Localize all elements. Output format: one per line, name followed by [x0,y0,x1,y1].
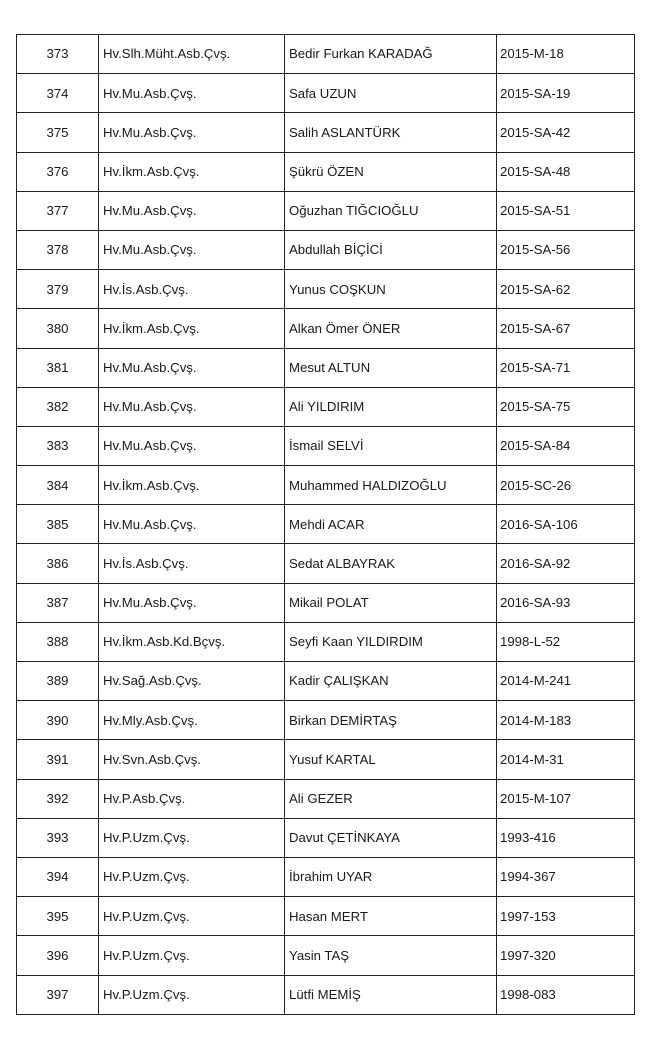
registry-number-cell: 2015-SA-48 [497,152,635,191]
row-number-cell: 375 [17,113,99,152]
person-name-cell: Yasin TAŞ [285,936,497,975]
person-name-cell: İsmail SELVİ [285,426,497,465]
row-number-cell: 379 [17,270,99,309]
table-row [17,113,635,152]
table-row [17,466,635,505]
rank-cell: Hv.İs.Asb.Çvş. [99,544,285,583]
row-number-cell: 393 [17,818,99,857]
registry-number-cell: 1998-L-52 [497,622,635,661]
row-number-cell: 378 [17,230,99,269]
registry-number-cell: 2014-M-241 [497,662,635,701]
person-name-cell: Birkan DEMİRTAŞ [285,701,497,740]
rank-cell: Hv.İkm.Asb.Çvş. [99,152,285,191]
person-name-cell: Mikail POLAT [285,583,497,622]
document-page [16,34,635,1015]
row-number-cell: 382 [17,387,99,426]
rank-cell: Hv.P.Asb.Çvş. [99,779,285,818]
person-name-cell: Seyfi Kaan YILDIRDIM [285,622,497,661]
person-name-cell: Lütfi MEMİŞ [285,975,497,1014]
person-name-cell: Safa UZUN [285,74,497,113]
registry-number-cell: 2015-SA-75 [497,387,635,426]
row-number-cell: 385 [17,505,99,544]
table-row [17,583,635,622]
row-number-cell: 387 [17,583,99,622]
person-name-cell: Mesut ALTUN [285,348,497,387]
table-row [17,740,635,779]
person-name-cell: Ali YILDIRIM [285,387,497,426]
row-number-cell: 390 [17,701,99,740]
rank-cell: Hv.Mu.Asb.Çvş. [99,348,285,387]
row-number-cell: 392 [17,779,99,818]
table-row [17,897,635,936]
rank-cell: Hv.İs.Asb.Çvş. [99,270,285,309]
table-row [17,701,635,740]
table-row [17,975,635,1014]
table-row [17,152,635,191]
person-name-cell: Kadir ÇALIŞKAN [285,662,497,701]
person-name-cell: Abdullah BİÇİCİ [285,230,497,269]
table-row [17,270,635,309]
table-row [17,505,635,544]
rank-cell: Hv.P.Uzm.Çvş. [99,818,285,857]
person-name-cell: Bedir Furkan KARADAĞ [285,35,497,74]
registry-number-cell: 2015-M-107 [497,779,635,818]
registry-number-cell: 2014-M-183 [497,701,635,740]
registry-number-cell: 2015-SA-71 [497,348,635,387]
row-number-cell: 381 [17,348,99,387]
person-name-cell: Alkan Ömer ÖNER [285,309,497,348]
rank-cell: Hv.Mu.Asb.Çvş. [99,426,285,465]
person-name-cell: Yusuf KARTAL [285,740,497,779]
row-number-cell: 396 [17,936,99,975]
table-row [17,35,635,74]
registry-number-cell: 2014-M-31 [497,740,635,779]
row-number-cell: 391 [17,740,99,779]
rank-cell: Hv.Mu.Asb.Çvş. [99,74,285,113]
row-number-cell: 383 [17,426,99,465]
table-row [17,309,635,348]
row-number-cell: 380 [17,309,99,348]
row-number-cell: 389 [17,662,99,701]
row-number-cell: 376 [17,152,99,191]
rank-cell: Hv.Sağ.Asb.Çvş. [99,662,285,701]
registry-number-cell: 2015-SA-62 [497,270,635,309]
registry-number-cell: 2015-SA-51 [497,191,635,230]
registry-number-cell: 2015-SA-84 [497,426,635,465]
registry-number-cell: 1997-153 [497,897,635,936]
row-number-cell: 384 [17,466,99,505]
rank-cell: Hv.Slh.Müht.Asb.Çvş. [99,35,285,74]
person-name-cell: Salih ASLANTÜRK [285,113,497,152]
rank-cell: Hv.İkm.Asb.Kd.Bçvş. [99,622,285,661]
person-name-cell: Davut ÇETİNKAYA [285,818,497,857]
personnel-table [16,34,635,1015]
table-row [17,387,635,426]
registry-number-cell: 1994-367 [497,857,635,896]
row-number-cell: 397 [17,975,99,1014]
row-number-cell: 377 [17,191,99,230]
rank-cell: Hv.P.Uzm.Çvş. [99,975,285,1014]
person-name-cell: Muhammed HALDIZOĞLU [285,466,497,505]
registry-number-cell: 1993-416 [497,818,635,857]
rank-cell: Hv.P.Uzm.Çvş. [99,857,285,896]
person-name-cell: Hasan MERT [285,897,497,936]
person-name-cell: Sedat ALBAYRAK [285,544,497,583]
table-row [17,74,635,113]
table-row [17,230,635,269]
table-row [17,622,635,661]
person-name-cell: Yunus COŞKUN [285,270,497,309]
person-name-cell: İbrahim UYAR [285,857,497,896]
registry-number-cell: 2015-M-18 [497,35,635,74]
rank-cell: Hv.İkm.Asb.Çvş. [99,466,285,505]
rank-cell: Hv.P.Uzm.Çvş. [99,936,285,975]
registry-number-cell: 2016-SA-93 [497,583,635,622]
table-row [17,662,635,701]
registry-number-cell: 2016-SA-106 [497,505,635,544]
table-row [17,857,635,896]
table-row [17,936,635,975]
registry-number-cell: 2015-SC-26 [497,466,635,505]
registry-number-cell: 2015-SA-19 [497,74,635,113]
registry-number-cell: 1997-320 [497,936,635,975]
rank-cell: Hv.Mu.Asb.Çvş. [99,113,285,152]
registry-number-cell: 2015-SA-42 [497,113,635,152]
rank-cell: Hv.Mu.Asb.Çvş. [99,505,285,544]
table-row [17,426,635,465]
registry-number-cell: 1998-083 [497,975,635,1014]
rank-cell: Hv.Mu.Asb.Çvş. [99,387,285,426]
rank-cell: Hv.Mly.Asb.Çvş. [99,701,285,740]
registry-number-cell: 2016-SA-92 [497,544,635,583]
registry-number-cell: 2015-SA-67 [497,309,635,348]
row-number-cell: 395 [17,897,99,936]
rank-cell: Hv.Mu.Asb.Çvş. [99,191,285,230]
table-row [17,544,635,583]
registry-number-cell: 2015-SA-56 [497,230,635,269]
table-body [17,35,635,1015]
table-row [17,818,635,857]
person-name-cell: Şükrü ÖZEN [285,152,497,191]
person-name-cell: Mehdi ACAR [285,505,497,544]
rank-cell: Hv.Svn.Asb.Çvş. [99,740,285,779]
row-number-cell: 388 [17,622,99,661]
table-row [17,191,635,230]
row-number-cell: 374 [17,74,99,113]
row-number-cell: 386 [17,544,99,583]
rank-cell: Hv.İkm.Asb.Çvş. [99,309,285,348]
row-number-cell: 394 [17,857,99,896]
row-number-cell: 373 [17,35,99,74]
person-name-cell: Ali GEZER [285,779,497,818]
rank-cell: Hv.P.Uzm.Çvş. [99,897,285,936]
rank-cell: Hv.Mu.Asb.Çvş. [99,230,285,269]
table-row [17,348,635,387]
table-row [17,779,635,818]
person-name-cell: Oğuzhan TIĞCIOĞLU [285,191,497,230]
rank-cell: Hv.Mu.Asb.Çvş. [99,583,285,622]
